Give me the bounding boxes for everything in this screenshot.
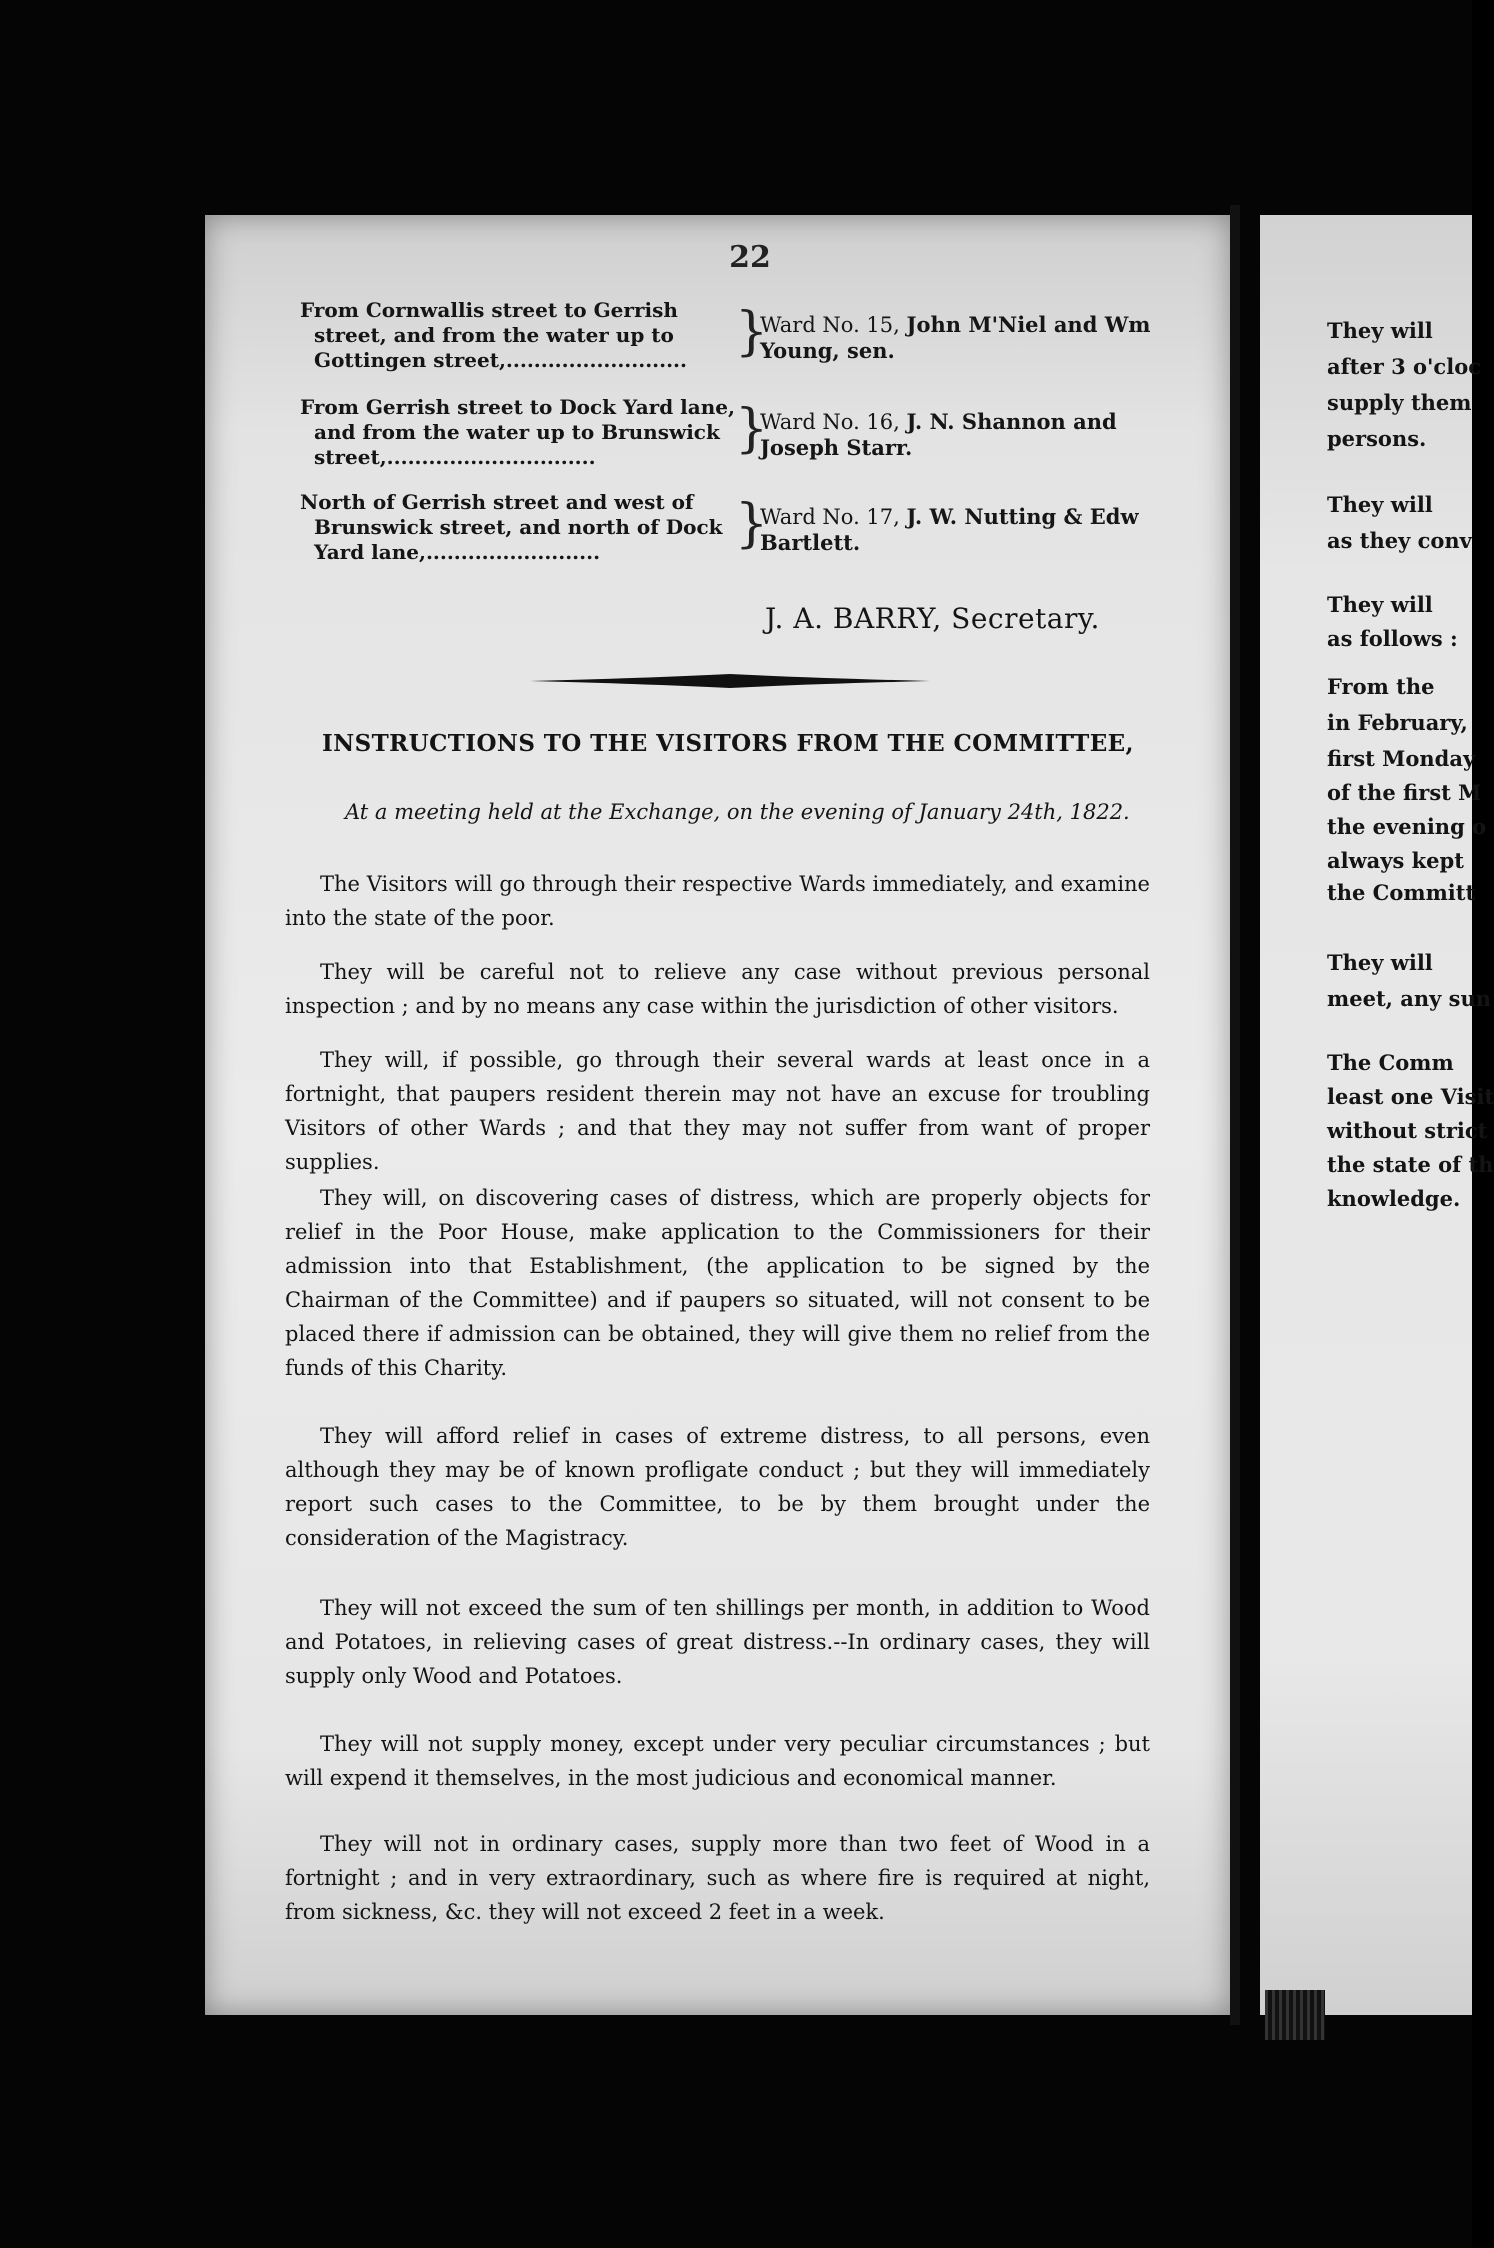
facing-page-line: They will bbox=[1327, 318, 1433, 343]
secretary-signature bbox=[765, 602, 1100, 635]
facing-page-line: They will bbox=[1327, 950, 1433, 975]
facing-page-line: supply them bbox=[1327, 390, 1472, 415]
instruction-paragraph: The Visitors will go through their respective Wards immediately, and examine into the state of the poor. bbox=[285, 872, 1150, 930]
ward-entry bbox=[300, 298, 1180, 388]
brace-glyph: } bbox=[735, 302, 769, 362]
facing-page-line: meet, any sun bbox=[1327, 986, 1492, 1011]
facing-page-line: as follows : bbox=[1327, 626, 1458, 651]
ward-area: North of Gerrish street and west of Brunswick street, and north of Dock Yard lane,......................... bbox=[300, 490, 723, 564]
instruction-paragraph: They will not supply money, except under very peculiar circumstances ; but will expend it themselves, in the most judicious and economical manner. bbox=[285, 1732, 1150, 1790]
facing-page-line: the Committ bbox=[1327, 880, 1476, 905]
instruction-paragraph: They will afford relief in cases of extreme distress, to all persons, even although they may be of known profligate conduct ; but they will immediately report such cases to the Committee, to be by them brought under the consideration of the Magistracy. bbox=[285, 1424, 1150, 1550]
facing-page-line: as they conv bbox=[1327, 528, 1472, 553]
facing-page-line: without strict bbox=[1327, 1118, 1488, 1143]
instruction-paragraph: They will not exceed the sum of ten shillings per month, in addition to Wood and Potatoes, in relieving cases of great distress.--In ordinary cases, they will supply only Wood and Potatoes. bbox=[285, 1596, 1150, 1688]
facing-page-line: The Comm bbox=[1327, 1050, 1454, 1075]
facing-page-line: persons. bbox=[1327, 426, 1427, 451]
facing-page-line: after 3 o'cloc bbox=[1327, 354, 1481, 379]
facing-page-line: They will bbox=[1327, 492, 1433, 517]
brace-glyph: } bbox=[735, 494, 769, 554]
facing-page-line: the evening o bbox=[1327, 814, 1487, 839]
ward-officer-names: J. N. Shannon and Joseph Starr. bbox=[760, 409, 1117, 460]
ward-area: From Cornwallis street to Gerrish street, and from the water up to Gottingen street,.......................... bbox=[300, 298, 687, 372]
ward-officers bbox=[760, 312, 1170, 364]
ward-number: Ward No. 15, bbox=[760, 313, 900, 337]
facing-page-line: They will bbox=[1327, 592, 1433, 617]
secretary-name: J. A. BARRY, bbox=[765, 602, 942, 635]
binding-edge bbox=[1265, 1990, 1325, 2040]
ward-officer-names: J. W. Nutting & Edw Bartlett. bbox=[760, 504, 1139, 555]
instruction-paragraph: They will not in ordinary cases, supply more than two feet of Wood in a fortnight ; and in very extraordinary, such as where fire is required at night, from sickness, &c. they will not exceed 2 feet in a week. bbox=[285, 1832, 1150, 1924]
brace-glyph: } bbox=[735, 399, 769, 459]
facing-page bbox=[1260, 215, 1472, 2015]
ward-entry bbox=[300, 490, 1180, 580]
ward-officer-names: John M'Niel and Wm Young, sen. bbox=[760, 312, 1151, 363]
ward-area: From Gerrish street to Dock Yard lane, and from the water up to Brunswick street,.............................. bbox=[300, 395, 735, 469]
meeting-subtitle: At a meeting held at the Exchange, on the evening of January 24th, 1822. bbox=[345, 800, 1130, 824]
instruction-paragraph: They will be careful not to relieve any case without previous personal inspection ; and by no means any case within the jurisdiction of other visitors. bbox=[285, 960, 1150, 1018]
ornamental-rule bbox=[530, 672, 930, 690]
secretary-title: Secretary. bbox=[951, 602, 1100, 635]
instruction-paragraph: They will, on discovering cases of distress, which are properly objects for relief in the Poor House, make application to the Commissioners for their admission into that Establishment, (the application to be signed by the Chairman of the Committee) and if paupers so situated, will not consent to be placed there if admission can be obtained, they will give them no relief from the funds of this Charity. bbox=[285, 1186, 1150, 1380]
facing-page-line: first Monday bbox=[1327, 746, 1476, 771]
facing-page-line: the state of th bbox=[1327, 1152, 1494, 1177]
page-number: 22 bbox=[729, 240, 771, 275]
ward-number: Ward No. 17, bbox=[760, 505, 900, 529]
facing-page-line: least one Visit bbox=[1327, 1084, 1494, 1109]
facing-page-line: of the first M bbox=[1327, 780, 1482, 805]
facing-page-line: always kept bbox=[1327, 848, 1464, 873]
section-title: INSTRUCTIONS TO THE VISITORS FROM THE COMMITTEE, bbox=[322, 730, 1134, 757]
ward-number: Ward No. 16, bbox=[760, 410, 900, 434]
facing-page-line: knowledge. bbox=[1327, 1186, 1461, 1211]
facing-page-line: in February, bbox=[1327, 710, 1468, 735]
ward-officers bbox=[760, 504, 1170, 556]
book-gutter bbox=[1230, 205, 1240, 2025]
instruction-paragraph: They will, if possible, go through their several wards at least once in a fortnight, that paupers resident therein may not have an excuse for troubling Visitors of other Wards ; and that they may not suffer from want of proper supplies. bbox=[285, 1048, 1150, 1174]
ward-officers bbox=[760, 409, 1170, 461]
facing-page-line: From the bbox=[1327, 674, 1435, 699]
ward-entry bbox=[300, 395, 1180, 485]
